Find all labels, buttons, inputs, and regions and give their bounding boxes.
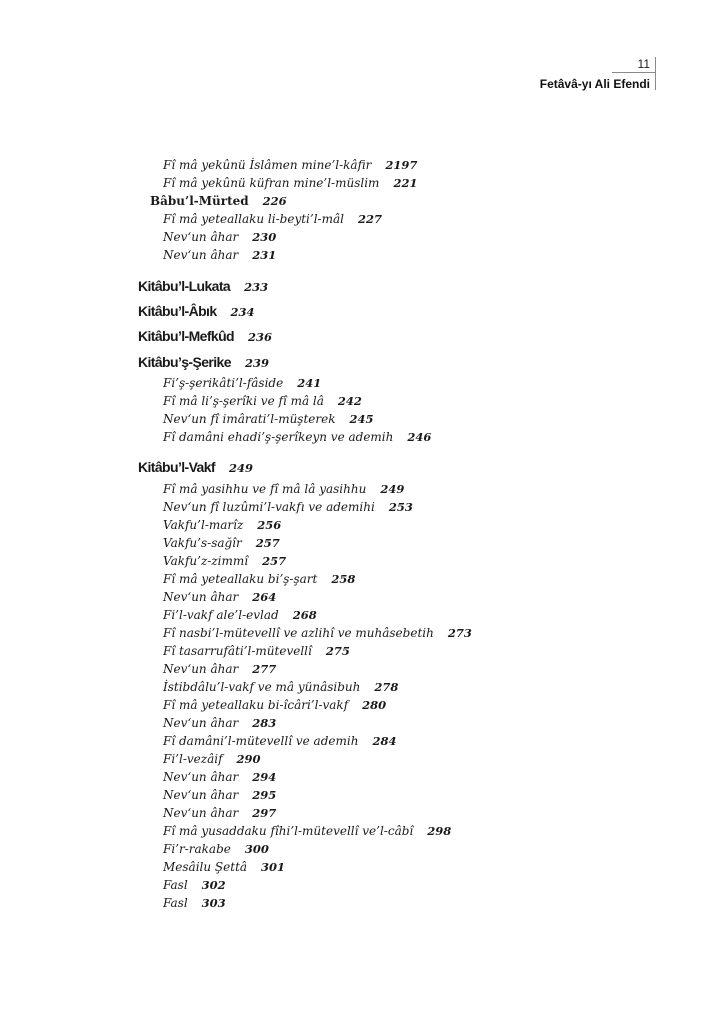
- toc-entry: [163, 394, 362, 408]
- toc-book-entry: [138, 328, 272, 344]
- toc-entry-title: Fasl: [163, 896, 188, 910]
- toc-entry-title: Fî damâni’l-mütevellî ve ademih: [163, 734, 359, 748]
- toc-entry: [163, 500, 413, 514]
- toc-entry-page: 233: [244, 280, 269, 294]
- toc-entry-page: 242: [337, 394, 362, 408]
- header-horizontal-rule: [612, 72, 655, 73]
- toc-entry-page: 303: [201, 896, 226, 910]
- toc-entry: [163, 158, 417, 172]
- toc-entry: [163, 806, 276, 820]
- toc-entry-title: Fî tasarrufâti’l-mütevellî: [163, 644, 312, 658]
- header-vertical-rule: [655, 57, 656, 90]
- toc-entry: [163, 770, 276, 784]
- toc-entry-page: 302: [201, 878, 226, 892]
- toc-entry-title: Kitâbu’ş-Şerike: [138, 354, 231, 370]
- toc-entry-page: 294: [252, 770, 277, 784]
- toc-entry-page: 245: [349, 412, 374, 426]
- toc-entry-title: Vakfu’z-zimmî: [163, 554, 249, 568]
- toc-entry-title: Kitâbu’l-Vakf: [138, 459, 215, 475]
- toc-entry-page: 278: [374, 680, 399, 694]
- toc-entry-title: Vakfu’s-sağîr: [163, 536, 242, 550]
- toc-entry: [163, 842, 269, 856]
- toc-book-entry: [138, 354, 269, 370]
- toc-entry-title: Nev‘un âhar: [163, 590, 239, 604]
- toc-entry-title: Fî mâ yeteallaku bi’ş-şart: [163, 572, 318, 586]
- toc-entry-page: 246: [407, 430, 432, 444]
- toc-entry-page: 257: [255, 536, 280, 550]
- toc-entry-title: Nev‘un âhar: [163, 230, 239, 244]
- toc-entry-title: Nev‘un âhar: [163, 806, 239, 820]
- toc-entry-page: 2197: [385, 158, 418, 172]
- toc-entry-title: Vakfu’l-marîz: [163, 518, 244, 532]
- toc-entry-title: Fî mâ yekûnü küfran mine’l-müslim: [163, 176, 380, 190]
- toc-entry: [163, 536, 280, 550]
- toc-entry: [163, 412, 374, 426]
- toc-entry: [163, 878, 226, 892]
- toc-entry-title: Nev‘un âhar: [163, 716, 239, 730]
- toc-entry-page: 277: [252, 662, 277, 676]
- toc-entry-page: 301: [261, 860, 286, 874]
- toc-entry-page: 236: [248, 330, 273, 344]
- toc-entry-title: Nev‘un âhar: [163, 248, 239, 262]
- toc-entry-page: 284: [372, 734, 397, 748]
- toc-book-entry: [138, 278, 268, 294]
- toc-entry: [163, 554, 286, 568]
- toc-entry-title: Nev‘un fî luzûmi’l-vakfı ve ademihi: [163, 500, 375, 514]
- toc-entry-page: 249: [380, 482, 405, 496]
- toc-entry: [163, 176, 417, 190]
- toc-entry-page: 253: [388, 500, 413, 514]
- toc-entry: [163, 716, 276, 730]
- toc-entry-page: 239: [244, 356, 269, 370]
- toc-entry-title: Nev‘un âhar: [163, 662, 239, 676]
- toc-entry-title: Fî mâ yusaddaku fîhi’l-mütevellî ve’l-câbî: [163, 824, 414, 838]
- toc-entry: [163, 482, 404, 496]
- toc-entry-title: Kitâbu’l-Âbık: [138, 303, 217, 319]
- toc-entry: [163, 824, 451, 838]
- toc-entry: [163, 860, 285, 874]
- toc-entry-page: 297: [252, 806, 277, 820]
- toc-entry-title: Fî mâ yasihhu ve fî mâ lâ yasihhu: [163, 482, 367, 496]
- toc-entry-title: Bâbu’l-Mürted: [150, 194, 249, 208]
- toc-entry-page: 298: [427, 824, 452, 838]
- toc-entry: [163, 248, 276, 262]
- toc-entry-title: Fi’r-rakabe: [163, 842, 231, 856]
- toc-entry: [163, 430, 431, 444]
- toc-entry: [163, 752, 261, 766]
- toc-entry-page: 275: [325, 644, 350, 658]
- toc-entry-title: Fi’ş-şerikâti’l-fâside: [163, 376, 284, 390]
- toc-entry-title: Fi’l-vakf ale’l-evlad: [163, 608, 279, 622]
- toc-entry-page: 300: [244, 842, 269, 856]
- toc-entry-title: Mesâilu Şettâ: [163, 860, 248, 874]
- toc-entry-page: 230: [252, 230, 277, 244]
- toc-entry-page: 231: [252, 248, 277, 262]
- toc-entry-title: Nev‘un âhar: [163, 770, 239, 784]
- toc-book-entry: [138, 459, 253, 475]
- toc-entry: [163, 230, 276, 244]
- toc-entry-title: İstibdâlu’l-vakf ve mâ yünâsibuh: [163, 680, 361, 694]
- toc-entry: [163, 644, 350, 658]
- toc-entry: [163, 590, 276, 604]
- toc-entry-title: Fî mâ yeteallaku bi-îcâri’l-vakf: [163, 698, 349, 712]
- toc-entry: [163, 662, 276, 676]
- toc-entry-page: 295: [252, 788, 277, 802]
- page-number: 11: [637, 57, 650, 71]
- toc-entry-title: Nev‘un âhar: [163, 788, 239, 802]
- toc-entry-page: 221: [393, 176, 418, 190]
- toc-entry: [163, 518, 281, 532]
- toc-entry-title: Fasl: [163, 878, 188, 892]
- toc-book-entry: [138, 303, 255, 319]
- toc-entry-title: Fî nasbi’l-mütevellî ve azlihî ve muhâsebetih: [163, 626, 434, 640]
- toc-entry: [163, 698, 386, 712]
- toc-entry-page: 249: [229, 461, 254, 475]
- toc-entry-title: Fî mâ li’ş-şerîki ve fî mâ lâ: [163, 394, 324, 408]
- toc-entry-page: 257: [262, 554, 287, 568]
- toc-entry-page: 226: [262, 194, 287, 208]
- toc-entry-title: Fi’l-vezâif: [163, 752, 223, 766]
- toc-entry-title: Nev‘un fî imârati’l-müşterek: [163, 412, 336, 426]
- toc-entry: [163, 788, 276, 802]
- toc-entry-title: Kitâbu’l-Lukata: [138, 278, 231, 294]
- toc-entry-title: Fî mâ yeteallaku li-beyti’l-mâl: [163, 212, 344, 226]
- toc-entry-page: 227: [357, 212, 382, 226]
- toc-entry-page: 290: [236, 752, 261, 766]
- toc-entry-page: 280: [362, 698, 387, 712]
- toc-entry: [163, 896, 226, 910]
- toc-section-entry: [150, 194, 287, 208]
- toc-entry-page: 256: [257, 518, 282, 532]
- running-title: Fetâvâ-yı Ali Efendi: [539, 77, 650, 91]
- toc-entry-title: Fî damâni ehadi’ş-şerîkeyn ve ademih: [163, 430, 394, 444]
- toc-entry: [163, 572, 355, 586]
- toc-entry-title: Fî mâ yekûnü İslâmen mine’l-kâfir: [163, 158, 372, 172]
- toc-entry-page: 234: [230, 305, 255, 319]
- toc-entry-page: 241: [297, 376, 322, 390]
- toc-entry-page: 264: [252, 590, 277, 604]
- toc-entry: [163, 734, 396, 748]
- toc-entry-title: Kitâbu’l-Mefkûd: [138, 328, 234, 344]
- toc-entry: [163, 212, 382, 226]
- toc-entry: [163, 376, 321, 390]
- toc-entry-page: 283: [252, 716, 277, 730]
- toc-entry-page: 268: [292, 608, 317, 622]
- toc-entry: [163, 626, 472, 640]
- toc-entry-page: 258: [331, 572, 356, 586]
- toc-entry: [163, 680, 398, 694]
- toc-entry-page: 273: [447, 626, 472, 640]
- toc-entry: [163, 608, 317, 622]
